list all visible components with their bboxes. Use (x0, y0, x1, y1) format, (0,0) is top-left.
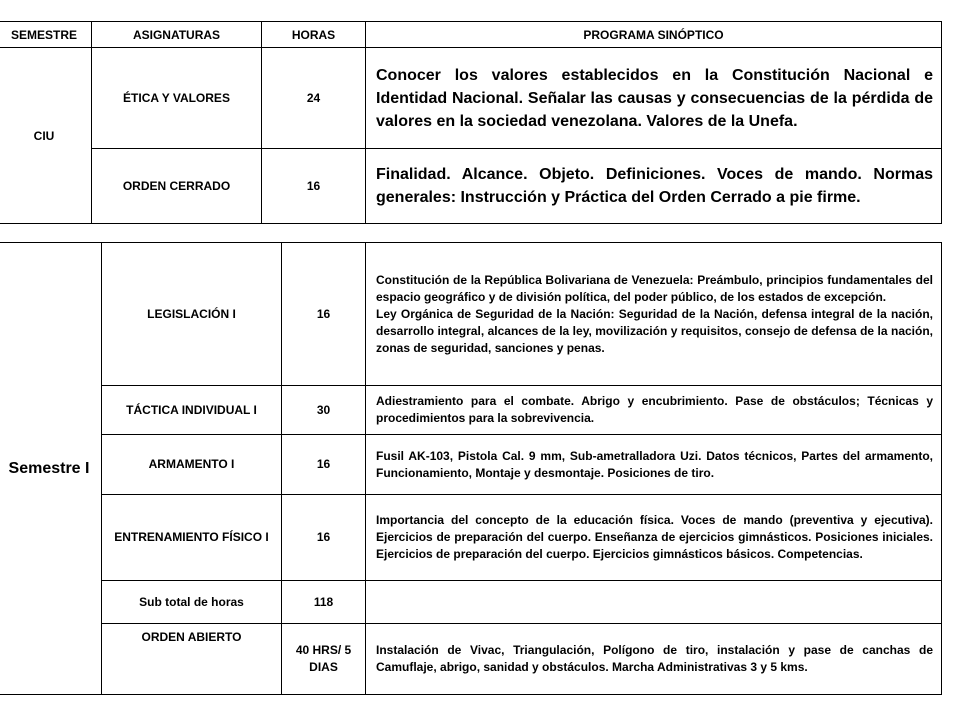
hours-cell: 40 HRS/ 5 DIAS (282, 624, 366, 695)
table-row (0, 624, 942, 695)
subject-cell: TÁCTICA INDIVIDUAL I (102, 386, 282, 435)
hours-cell: 30 (282, 386, 366, 435)
semester-cell: CIU (0, 48, 92, 224)
program-paragraph: Constitución de la República Bolivariana de Venezuela: Preámbulo, principios fundamentales del espacio geográfico y de división política, del poder público, de los estados de excepción. (376, 272, 933, 304)
program-cell (366, 243, 942, 386)
header-asignaturas: ASIGNATURAS (92, 22, 262, 48)
semester-cell: Semestre I (0, 243, 102, 695)
table-row (0, 243, 942, 386)
table-row (0, 495, 942, 581)
subtotal-row (0, 581, 942, 624)
subject-cell: LEGISLACIÓN I (102, 243, 282, 386)
hours-cell: 16 (282, 243, 366, 386)
header-programa: PROGRAMA SINÓPTICO (366, 22, 942, 48)
hours-cell: 16 (282, 435, 366, 495)
semester-one-table (0, 242, 942, 695)
hours-cell: 16 (282, 495, 366, 581)
subject-cell: ORDEN CERRADO (92, 149, 262, 224)
subtotal-label: Sub total de horas (102, 581, 282, 624)
program-cell: Fusil AK-103, Pistola Cal. 9 mm, Sub-ametralladora Uzi. Datos técnicos, Partes del armamento, Funcionamiento, Montaje y desmontaje. Posiciones de tiro. (366, 435, 942, 495)
program-cell: Importancia del concepto de la educación física. Voces de mando (preventiva y ejecutiva). Ejercicios de preparación del cuerpo. Enseñanza de ejercicios gimnásticos. Posiciones iniciales. Ejercicios de preparación del cuerpo. Ejercicios gimnásticos básicos. Competencias. (366, 495, 942, 581)
header-semestre: SEMESTRE (0, 22, 92, 48)
program-cell: Conocer los valores establecidos en la Constitución Nacional e Identidad Nacional. Señalar las causas y consecuencias de la pérdida de valores en la sociedad venezolana. Valores de la Unefa. (366, 48, 942, 149)
subject-cell: ENTRENAMIENTO FÍSICO I (102, 495, 282, 581)
program-cell: Finalidad. Alcance. Objeto. Definiciones. Voces de mando. Normas generales: Instrucción y Práctica del Orden Cerrado a pie firme. (366, 149, 942, 224)
program-paragraph: Ley Orgánica de Seguridad de la Nación: Seguridad de la Nación, defensa integral de la nación, desarrollo integral, alcances de la ley, movilización y requisitos, consejo de defensa de la nación, zonas de seguridad, sanciones y penas. (376, 306, 933, 355)
subtotal-hours: 118 (282, 581, 366, 624)
program-cell: Adiestramiento para el combate. Abrigo y encubrimiento. Pase de obstáculos; Técnicas y procedimientos para la sobrevivencia. (366, 386, 942, 435)
subject-cell: ARMAMENTO I (102, 435, 282, 495)
program-cell: Instalación de Vivac, Triangulación, Polígono de tiro, instalación y pase de canchas de Camuflaje, abrigo, sanidad y obstáculos. Marcha Administrativas 3 y 5 kms. (366, 624, 942, 695)
header-row (0, 22, 942, 48)
subject-cell: ÉTICA Y VALORES (92, 48, 262, 149)
table-row (0, 149, 942, 224)
header-horas: HORAS (262, 22, 366, 48)
hours-cell: 16 (262, 149, 366, 224)
table-row (0, 435, 942, 495)
hours-cell: 24 (262, 48, 366, 149)
ciu-curriculum-table (0, 21, 942, 224)
table-row (0, 48, 942, 149)
table-row (0, 386, 942, 435)
program-cell (366, 581, 942, 624)
subject-cell: ORDEN ABIERTO (102, 624, 282, 695)
